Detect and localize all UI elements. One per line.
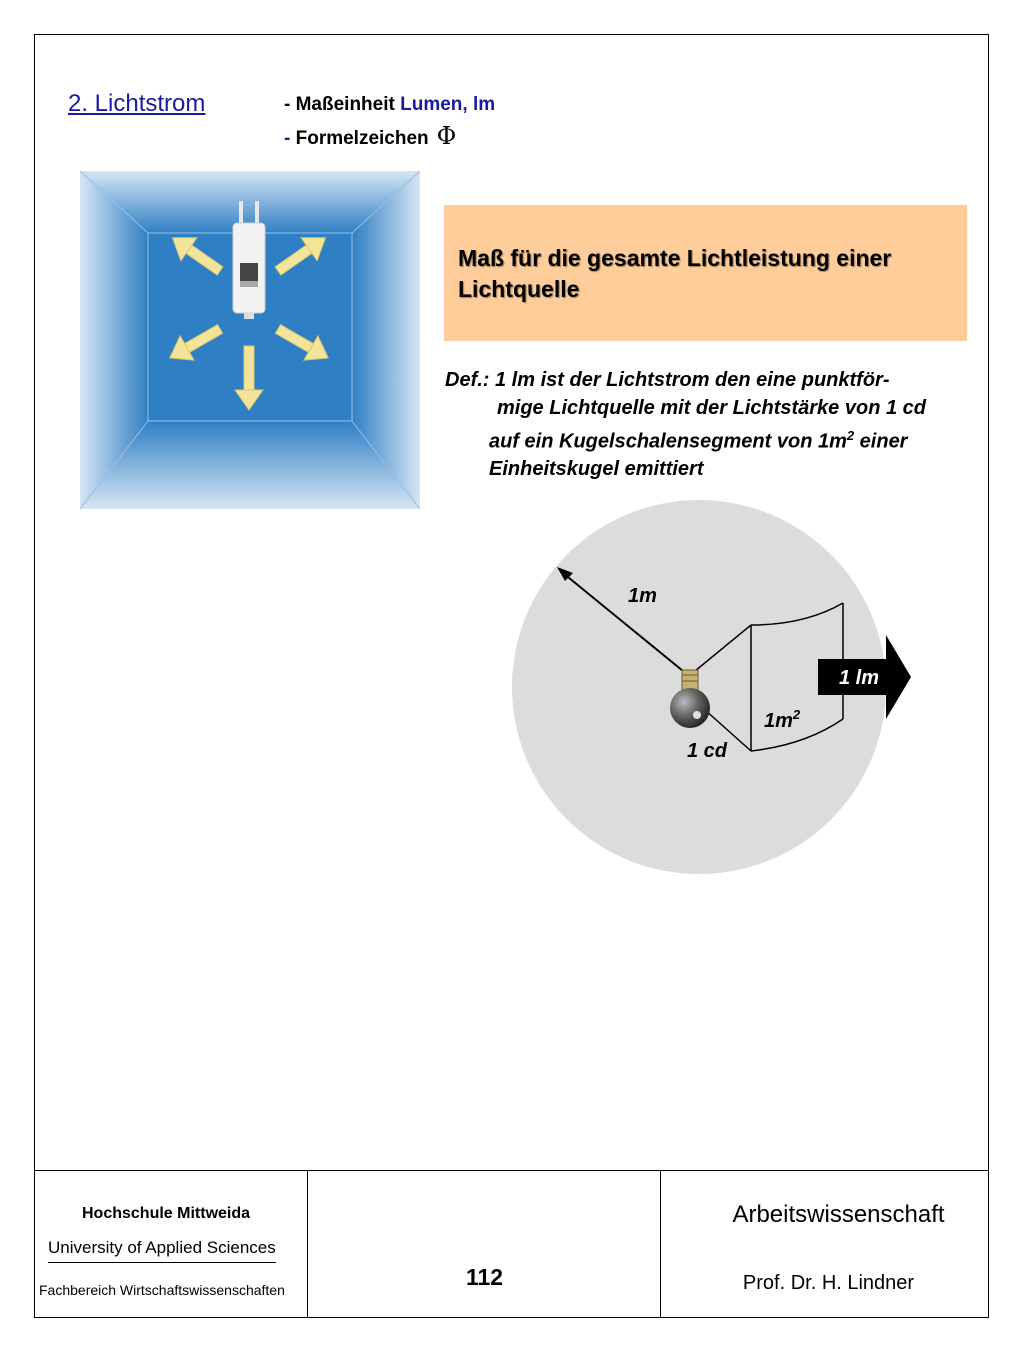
source-label: 1 cd [687,740,728,762]
highlight-line-2: Lichtquelle [458,276,580,302]
footer-institution [34,1170,307,1318]
definition-text [445,367,926,484]
definition-line-2: mige Lichtquelle mit der Lichtstärke von 1 cd [497,396,926,419]
page-number: 112 [465,1264,504,1290]
unit-line [284,94,495,116]
definition-line-3a: auf ein Kugelschalensegment von 1m [489,430,847,453]
school-name: Hochschule Mittweida [82,1205,251,1222]
phi-symbol: Φ [436,122,457,150]
definition-line-3 [445,422,926,456]
unit-sphere-diagram [505,495,925,885]
radius-label: 1m [628,585,657,607]
footer-page [307,1170,660,1318]
unit-value: Lumen, lm [400,94,496,115]
footer-course [660,1170,989,1318]
department-name: Fachbereich Wirtschaftswissenschaften [39,1282,285,1298]
slide-title: 2. Lichtstrom [68,90,206,117]
area-label: $1m^2$ [764,707,801,732]
definition-line-3b: einer [854,430,908,453]
definition-line-4: Einheitskugel emittiert [489,458,704,481]
symbol-dash: - [284,128,291,149]
university-name: University of Applied Sciences [48,1238,276,1263]
course-name: Arbeitswissenschaft [732,1201,945,1228]
unit-prefix: - Maßeinheit [284,94,401,115]
highlight-line-1: Maß für die gesamte Lichtleistung einer [458,245,892,271]
highlight-box [444,205,967,341]
room-light-illustration [80,171,420,509]
symbol-line [284,122,456,150]
symbol-label: Formelzeichen [290,128,429,149]
professor-name: Prof. Dr. H. Lindner [742,1272,915,1294]
definition-line-3-sup: 2 [846,428,855,443]
footer [34,1170,989,1318]
definition-line-1: Def.: 1 lm ist der Lichtstrom den eine punktför- [445,369,890,391]
flux-label: 1 lm [839,667,880,689]
